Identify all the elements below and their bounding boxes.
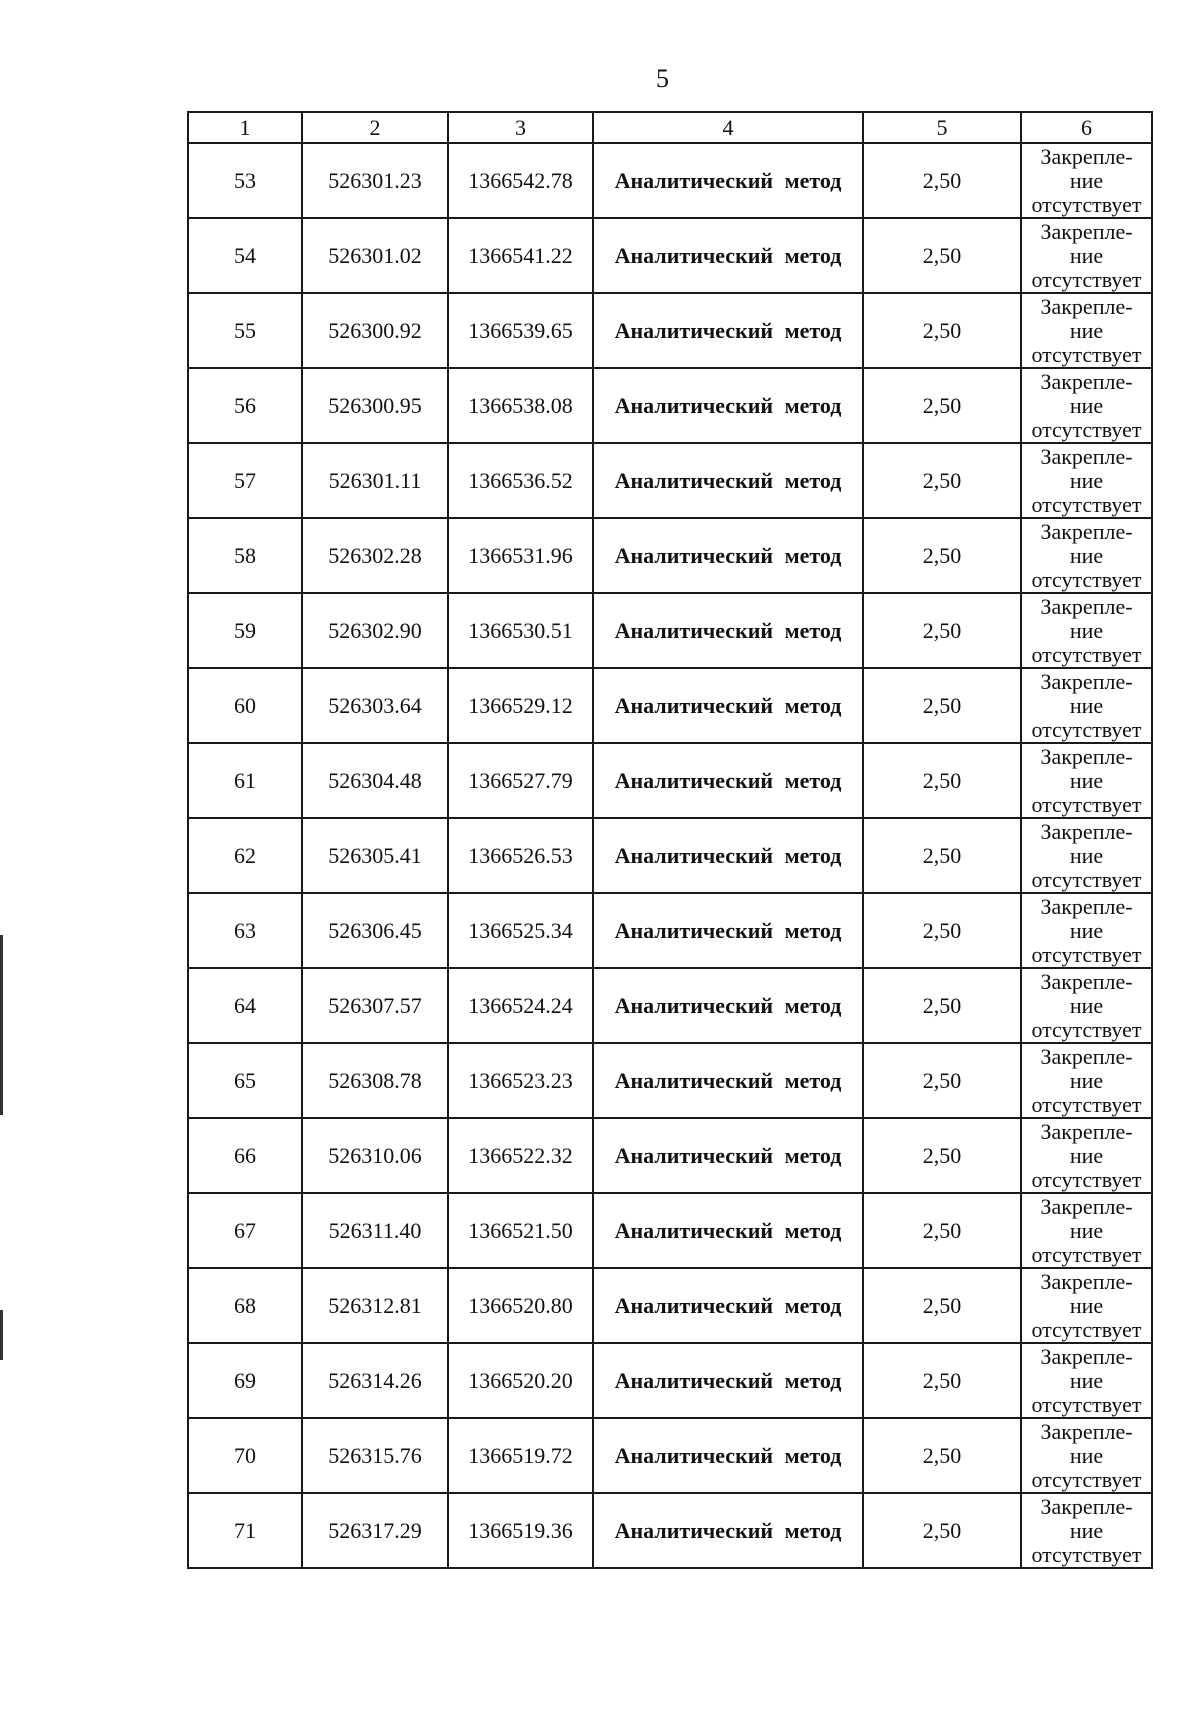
fixation-text-line: ние bbox=[1069, 1067, 1104, 1093]
fixation-text-line: Закрепле- bbox=[1040, 1193, 1133, 1219]
fixation-text-line: отсутствует bbox=[1031, 1016, 1142, 1042]
method-cell: Аналитический метод bbox=[593, 518, 863, 593]
method-cell: Аналитический метод bbox=[593, 293, 863, 368]
page-number: 5 bbox=[656, 64, 669, 93]
x-coordinate-cell: 526301.02 bbox=[302, 218, 448, 293]
y-coordinate-cell: 1366521.50 bbox=[448, 1193, 593, 1268]
fixation-text-line: ние bbox=[1069, 842, 1104, 868]
method-cell: Аналитический метод bbox=[593, 368, 863, 443]
fixation-text-line: ние bbox=[1069, 317, 1104, 343]
table-row bbox=[188, 968, 1152, 1043]
y-coordinate-cell: 1366520.80 bbox=[448, 1268, 593, 1343]
fixation-cell bbox=[1021, 593, 1152, 668]
x-coordinate-cell: 526303.64 bbox=[302, 668, 448, 743]
accuracy-cell: 2,50 bbox=[863, 143, 1021, 218]
y-coordinate-cell: 1366531.96 bbox=[448, 518, 593, 593]
fixation-cell bbox=[1021, 743, 1152, 818]
fixation-cell bbox=[1021, 668, 1152, 743]
method-cell: Аналитический метод bbox=[593, 1418, 863, 1493]
fixation-cell bbox=[1021, 1043, 1152, 1118]
method-cell: Аналитический метод bbox=[593, 893, 863, 968]
fixation-text-line: отсутствует bbox=[1031, 1466, 1142, 1492]
accuracy-cell: 2,50 bbox=[863, 293, 1021, 368]
fixation-text-line: отсутствует bbox=[1031, 266, 1142, 292]
fixation-text-line: Закрепле- bbox=[1040, 968, 1133, 994]
point-number-cell: 57 bbox=[188, 443, 302, 518]
column-header: 6 bbox=[1021, 112, 1152, 143]
method-cell: Аналитический метод bbox=[593, 968, 863, 1043]
fixation-cell bbox=[1021, 293, 1152, 368]
fixation-text-line: ние bbox=[1069, 1517, 1104, 1543]
column-header: 3 bbox=[448, 112, 593, 143]
accuracy-cell: 2,50 bbox=[863, 1118, 1021, 1193]
fixation-text-line: Закрепле- bbox=[1040, 1493, 1133, 1519]
fixation-cell bbox=[1021, 443, 1152, 518]
x-coordinate-cell: 526317.29 bbox=[302, 1493, 448, 1568]
fixation-text-line: Закрепле- bbox=[1040, 1268, 1133, 1294]
x-coordinate-cell: 526300.95 bbox=[302, 368, 448, 443]
table-header-row bbox=[188, 112, 1152, 143]
point-number-cell: 63 bbox=[188, 893, 302, 968]
fixation-text-line: ние bbox=[1069, 167, 1104, 193]
table-row bbox=[188, 1268, 1152, 1343]
point-number-cell: 68 bbox=[188, 1268, 302, 1343]
fixation-cell bbox=[1021, 518, 1152, 593]
accuracy-cell: 2,50 bbox=[863, 443, 1021, 518]
fixation-text-line: ние bbox=[1069, 392, 1104, 418]
fixation-text-line: Закрепле- bbox=[1040, 1418, 1133, 1444]
x-coordinate-cell: 526301.23 bbox=[302, 143, 448, 218]
scan-edge-mark bbox=[0, 935, 3, 1115]
fixation-text-line: Закрепле- bbox=[1040, 143, 1133, 169]
fixation-text-line: Закрепле- bbox=[1040, 443, 1133, 469]
table-row bbox=[188, 518, 1152, 593]
fixation-text-line: Закрепле- bbox=[1040, 743, 1133, 769]
fixation-cell bbox=[1021, 818, 1152, 893]
accuracy-cell: 2,50 bbox=[863, 1193, 1021, 1268]
method-cell: Аналитический метод bbox=[593, 1193, 863, 1268]
y-coordinate-cell: 1366538.08 bbox=[448, 368, 593, 443]
fixation-cell bbox=[1021, 1343, 1152, 1418]
point-number-cell: 59 bbox=[188, 593, 302, 668]
method-cell: Аналитический метод bbox=[593, 1043, 863, 1118]
table-row bbox=[188, 1043, 1152, 1118]
fixation-text-line: Закрепле- bbox=[1040, 818, 1133, 844]
method-cell: Аналитический метод bbox=[593, 1118, 863, 1193]
method-cell: Аналитический метод bbox=[593, 1343, 863, 1418]
method-cell: Аналитический метод bbox=[593, 743, 863, 818]
table-row bbox=[188, 818, 1152, 893]
fixation-text-line: Закрепле- bbox=[1040, 1118, 1133, 1144]
accuracy-cell: 2,50 bbox=[863, 593, 1021, 668]
point-number-cell: 54 bbox=[188, 218, 302, 293]
fixation-cell bbox=[1021, 218, 1152, 293]
point-number-cell: 56 bbox=[188, 368, 302, 443]
x-coordinate-cell: 526305.41 bbox=[302, 818, 448, 893]
accuracy-cell: 2,50 bbox=[863, 218, 1021, 293]
accuracy-cell: 2,50 bbox=[863, 1418, 1021, 1493]
fixation-text-line: ние bbox=[1069, 242, 1104, 268]
coordinates-table bbox=[187, 111, 1153, 1569]
table-row bbox=[188, 1343, 1152, 1418]
fixation-cell bbox=[1021, 1493, 1152, 1568]
point-number-cell: 70 bbox=[188, 1418, 302, 1493]
y-coordinate-cell: 1366541.22 bbox=[448, 218, 593, 293]
fixation-text-line: отсутствует bbox=[1031, 1091, 1142, 1117]
x-coordinate-cell: 526304.48 bbox=[302, 743, 448, 818]
point-number-cell: 61 bbox=[188, 743, 302, 818]
y-coordinate-cell: 1366542.78 bbox=[448, 143, 593, 218]
fixation-text-line: отсутствует bbox=[1031, 1541, 1142, 1567]
fixation-text-line: отсутствует bbox=[1031, 1316, 1142, 1342]
x-coordinate-cell: 526307.57 bbox=[302, 968, 448, 1043]
x-coordinate-cell: 526301.11 bbox=[302, 443, 448, 518]
fixation-text-line: отсутствует bbox=[1031, 941, 1142, 967]
table-row bbox=[188, 893, 1152, 968]
y-coordinate-cell: 1366524.24 bbox=[448, 968, 593, 1043]
x-coordinate-cell: 526302.28 bbox=[302, 518, 448, 593]
accuracy-cell: 2,50 bbox=[863, 968, 1021, 1043]
column-header: 1 bbox=[188, 112, 302, 143]
point-number-cell: 62 bbox=[188, 818, 302, 893]
fixation-text-line: ние bbox=[1069, 1292, 1104, 1318]
fixation-text-line: отсутствует bbox=[1031, 566, 1142, 592]
method-cell: Аналитический метод bbox=[593, 668, 863, 743]
column-header: 4 bbox=[593, 112, 863, 143]
fixation-cell bbox=[1021, 1193, 1152, 1268]
y-coordinate-cell: 1366539.65 bbox=[448, 293, 593, 368]
accuracy-cell: 2,50 bbox=[863, 893, 1021, 968]
x-coordinate-cell: 526311.40 bbox=[302, 1193, 448, 1268]
fixation-text-line: отсутствует bbox=[1031, 716, 1142, 742]
fixation-text-line: ние bbox=[1069, 617, 1104, 643]
y-coordinate-cell: 1366526.53 bbox=[448, 818, 593, 893]
accuracy-cell: 2,50 bbox=[863, 518, 1021, 593]
accuracy-cell: 2,50 bbox=[863, 1343, 1021, 1418]
fixation-cell bbox=[1021, 968, 1152, 1043]
accuracy-cell: 2,50 bbox=[863, 1043, 1021, 1118]
x-coordinate-cell: 526310.06 bbox=[302, 1118, 448, 1193]
fixation-text-line: Закрепле- bbox=[1040, 518, 1133, 544]
method-cell: Аналитический метод bbox=[593, 593, 863, 668]
y-coordinate-cell: 1366522.32 bbox=[448, 1118, 593, 1193]
x-coordinate-cell: 526306.45 bbox=[302, 893, 448, 968]
fixation-text-line: ние bbox=[1069, 1442, 1104, 1468]
fixation-text-line: отсутствует bbox=[1031, 1391, 1142, 1417]
point-number-cell: 66 bbox=[188, 1118, 302, 1193]
fixation-text-line: отсутствует bbox=[1031, 416, 1142, 442]
fixation-text-line: Закрепле- bbox=[1040, 1043, 1133, 1069]
fixation-text-line: Закрепле- bbox=[1040, 668, 1133, 694]
fixation-text-line: отсутствует bbox=[1031, 641, 1142, 667]
method-cell: Аналитический метод bbox=[593, 443, 863, 518]
table-row bbox=[188, 1418, 1152, 1493]
point-number-cell: 55 bbox=[188, 293, 302, 368]
fixation-text-line: Закрепле- bbox=[1040, 368, 1133, 394]
method-cell: Аналитический метод bbox=[593, 818, 863, 893]
y-coordinate-cell: 1366530.51 bbox=[448, 593, 593, 668]
point-number-cell: 53 bbox=[188, 143, 302, 218]
fixation-text-line: ние bbox=[1069, 1367, 1104, 1393]
fixation-text-line: отсутствует bbox=[1031, 791, 1142, 817]
fixation-cell bbox=[1021, 893, 1152, 968]
y-coordinate-cell: 1366529.12 bbox=[448, 668, 593, 743]
y-coordinate-cell: 1366519.36 bbox=[448, 1493, 593, 1568]
fixation-text-line: Закрепле- bbox=[1040, 293, 1133, 319]
table-row bbox=[188, 743, 1152, 818]
table-body bbox=[188, 143, 1152, 1568]
method-cell: Аналитический метод bbox=[593, 1268, 863, 1343]
x-coordinate-cell: 526315.76 bbox=[302, 1418, 448, 1493]
fixation-cell bbox=[1021, 143, 1152, 218]
x-coordinate-cell: 526312.81 bbox=[302, 1268, 448, 1343]
table-row bbox=[188, 368, 1152, 443]
fixation-cell bbox=[1021, 1418, 1152, 1493]
fixation-text-line: ние bbox=[1069, 467, 1104, 493]
column-header: 2 bbox=[302, 112, 448, 143]
accuracy-cell: 2,50 bbox=[863, 1493, 1021, 1568]
accuracy-cell: 2,50 bbox=[863, 368, 1021, 443]
table-row bbox=[188, 443, 1152, 518]
y-coordinate-cell: 1366519.72 bbox=[448, 1418, 593, 1493]
fixation-text-line: отсутствует bbox=[1031, 491, 1142, 517]
y-coordinate-cell: 1366520.20 bbox=[448, 1343, 593, 1418]
column-header: 5 bbox=[863, 112, 1021, 143]
fixation-text-line: отсутствует bbox=[1031, 866, 1142, 892]
accuracy-cell: 2,50 bbox=[863, 818, 1021, 893]
fixation-text-line: ние bbox=[1069, 542, 1104, 568]
point-number-cell: 64 bbox=[188, 968, 302, 1043]
point-number-cell: 69 bbox=[188, 1343, 302, 1418]
fixation-cell bbox=[1021, 1118, 1152, 1193]
method-cell: Аналитический метод bbox=[593, 218, 863, 293]
point-number-cell: 67 bbox=[188, 1193, 302, 1268]
table-row bbox=[188, 143, 1152, 218]
fixation-text-line: отсутствует bbox=[1031, 1241, 1142, 1267]
fixation-text-line: ние bbox=[1069, 692, 1104, 718]
fixation-text-line: Закрепле- bbox=[1040, 893, 1133, 919]
fixation-text-line: отсутствует bbox=[1031, 1166, 1142, 1192]
accuracy-cell: 2,50 bbox=[863, 1268, 1021, 1343]
x-coordinate-cell: 526308.78 bbox=[302, 1043, 448, 1118]
point-number-cell: 58 bbox=[188, 518, 302, 593]
accuracy-cell: 2,50 bbox=[863, 743, 1021, 818]
fixation-cell bbox=[1021, 368, 1152, 443]
x-coordinate-cell: 526314.26 bbox=[302, 1343, 448, 1418]
fixation-text-line: отсутствует bbox=[1031, 191, 1142, 217]
table-row bbox=[188, 293, 1152, 368]
fixation-text-line: ние bbox=[1069, 1142, 1104, 1168]
table-row bbox=[188, 593, 1152, 668]
point-number-cell: 71 bbox=[188, 1493, 302, 1568]
table-row bbox=[188, 668, 1152, 743]
fixation-text-line: ние bbox=[1069, 917, 1104, 943]
table-row bbox=[188, 1193, 1152, 1268]
x-coordinate-cell: 526302.90 bbox=[302, 593, 448, 668]
fixation-text-line: ние bbox=[1069, 1217, 1104, 1243]
fixation-text-line: Закрепле- bbox=[1040, 593, 1133, 619]
y-coordinate-cell: 1366536.52 bbox=[448, 443, 593, 518]
accuracy-cell: 2,50 bbox=[863, 668, 1021, 743]
method-cell: Аналитический метод bbox=[593, 143, 863, 218]
y-coordinate-cell: 1366525.34 bbox=[448, 893, 593, 968]
fixation-text-line: отсутствует bbox=[1031, 341, 1142, 367]
point-number-cell: 60 bbox=[188, 668, 302, 743]
table-row bbox=[188, 218, 1152, 293]
fixation-text-line: ние bbox=[1069, 767, 1104, 793]
table-row bbox=[188, 1118, 1152, 1193]
fixation-cell bbox=[1021, 1268, 1152, 1343]
method-cell: Аналитический метод bbox=[593, 1493, 863, 1568]
fixation-text-line: Закрепле- bbox=[1040, 1343, 1133, 1369]
table-row bbox=[188, 1493, 1152, 1568]
point-number-cell: 65 bbox=[188, 1043, 302, 1118]
y-coordinate-cell: 1366527.79 bbox=[448, 743, 593, 818]
x-coordinate-cell: 526300.92 bbox=[302, 293, 448, 368]
fixation-text-line: ние bbox=[1069, 992, 1104, 1018]
scan-edge-mark bbox=[0, 1310, 3, 1360]
fixation-text-line: Закрепле- bbox=[1040, 218, 1133, 244]
y-coordinate-cell: 1366523.23 bbox=[448, 1043, 593, 1118]
